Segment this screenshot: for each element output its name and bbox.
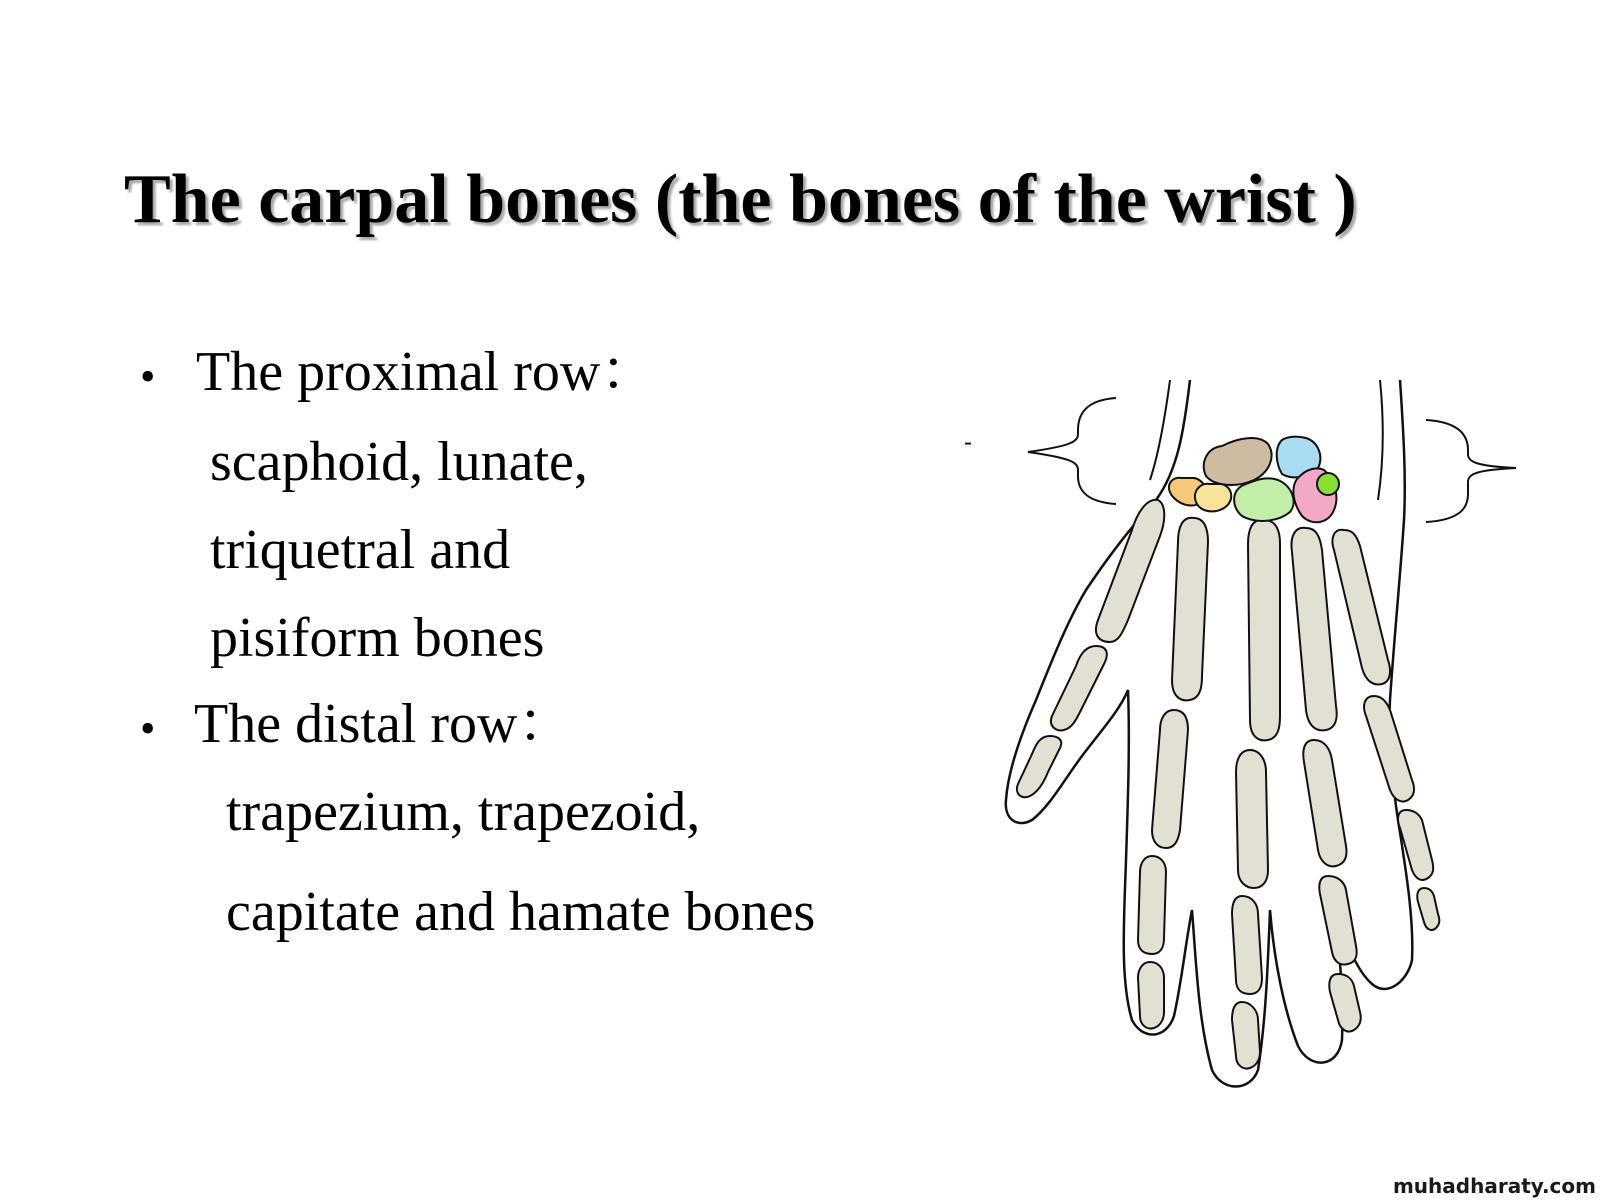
ring-proximal-phalanx xyxy=(1303,740,1346,866)
bullet-line: capitate and hamate bones xyxy=(226,881,816,943)
middle-proximal-phalanx xyxy=(1236,750,1268,888)
middle-middle-phalanx xyxy=(1232,896,1262,994)
middle-distal-phalanx xyxy=(1232,1002,1260,1069)
finger-bones xyxy=(1017,500,1439,1069)
bullet-line: triquetral and xyxy=(210,519,511,581)
bullet-line: scaphoid, lunate, xyxy=(210,431,588,493)
left-brace-icon xyxy=(1028,398,1116,504)
little-metacarpal xyxy=(1332,530,1390,685)
little-distal-phalanx xyxy=(1417,888,1439,930)
bullet-marker: • xyxy=(140,352,156,401)
ring-middle-phalanx xyxy=(1319,876,1356,965)
right-brace-icon xyxy=(1426,420,1516,522)
bullet-heading-distal: The distal row： xyxy=(194,693,574,755)
slide-title: The carpal bones (the bones of the wrist ) xyxy=(124,161,1357,238)
figure-mark: - xyxy=(964,429,972,456)
middle-metacarpal xyxy=(1248,520,1280,741)
index-metacarpal xyxy=(1172,518,1208,701)
carpal-yellow xyxy=(1195,484,1231,512)
thumb-metacarpal xyxy=(1096,500,1164,642)
ring-distal-phalanx xyxy=(1329,974,1360,1032)
index-distal-phalanx xyxy=(1138,962,1164,1029)
carpal-bones xyxy=(1169,437,1339,523)
thumb-distal-phalanx xyxy=(1017,736,1061,797)
carpal-tan xyxy=(1204,438,1272,485)
carpal-pisiform xyxy=(1317,473,1339,495)
thumb-proximal-phalanx xyxy=(1051,646,1107,730)
little-middle-phalanx xyxy=(1398,810,1433,880)
carpal-green xyxy=(1234,478,1293,521)
index-middle-phalanx xyxy=(1138,856,1166,954)
little-proximal-phalanx xyxy=(1364,696,1414,802)
bullet-marker: • xyxy=(140,704,156,753)
bullet-line: pisiform bones xyxy=(210,607,545,669)
watermark: muhadharaty.com xyxy=(1392,1174,1596,1198)
index-proximal-phalanx xyxy=(1152,710,1188,848)
radius-edge xyxy=(1150,380,1170,480)
bullet-line: trapezium, trapezoid, xyxy=(226,781,701,843)
bullet-heading-proximal: The proximal row： xyxy=(196,341,657,403)
ulna-edge xyxy=(1378,380,1383,500)
hand-skeleton-illustration xyxy=(960,380,1540,1100)
ring-metacarpal xyxy=(1292,528,1337,731)
